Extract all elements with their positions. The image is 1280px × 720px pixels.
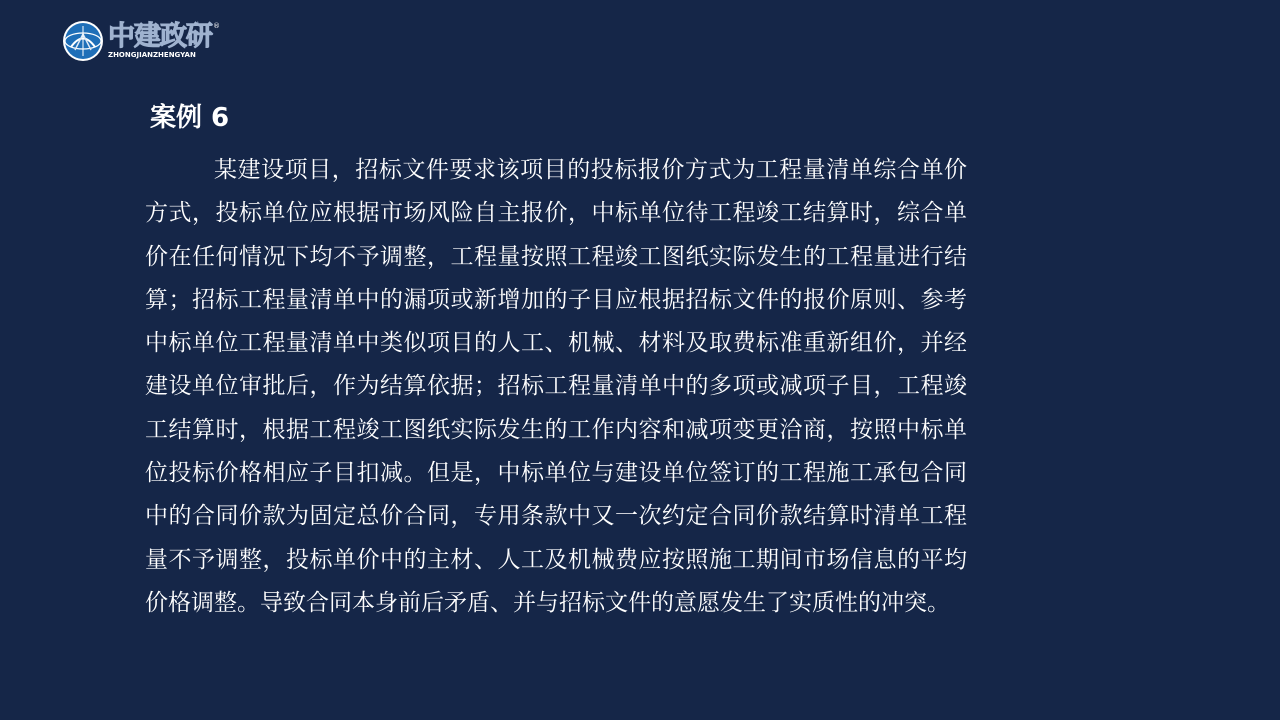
slide-body-text: 某建设项目，招标文件要求该项目的投标报价方式为工程量清单综合单价方式，投标单位应根据市场风险自主报价，中标单位待工程竣工结算时，综合单价在任何情况下均不予调整，工程量按照工程竣工图纸实际发生的工程量进行结算；招标工程量清单中的漏项或新增加的子目应根据招标文件的报价原则、参考中标单位工程量清单中类似项目的人工、机械、材料及取费标准重新组价，并经建设单位审批后，作为结算依据；招标工程量清单中的多项或减项子目，工程竣工结算时，根据工程竣工图纸实际发生的工作内容和减项变更洽商，按照中标单位投标价格相应子目扣减。但是，中标单位与建设单位签订的工程施工承包合同中的合同价款为固定总价合同，专用条款中又一次约定合同价款结算时清单工程量不予调整，投标单价中的主材、人工及机械费应按照施工期间市场信息的平均价格调整。导致合同本身前后矛盾、并与招标文件的意愿发生了实质性的冲突。 [145, 157, 967, 616]
globe-emblem-icon [62, 20, 104, 62]
registered-mark: ® [213, 22, 220, 30]
logo-text [108, 21, 220, 60]
company-logo [62, 20, 220, 62]
slide-title: 案例 6 [150, 103, 230, 133]
logo-name: 中建政研 [108, 21, 212, 52]
logo-pinyin: ZHONGJIANZHENGYAN [108, 51, 196, 59]
